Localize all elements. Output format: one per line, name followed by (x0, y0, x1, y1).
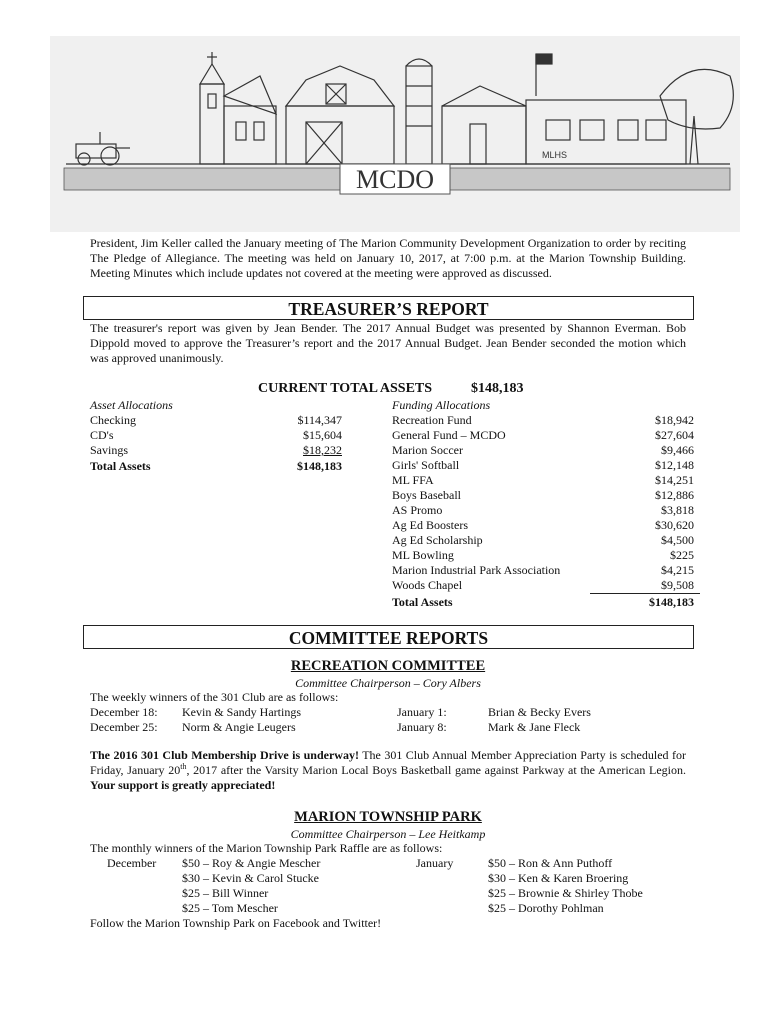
asset-name: Savings (90, 443, 129, 457)
tractor-icon (76, 132, 130, 165)
header-banner (50, 36, 740, 232)
funding-name: Ag Ed Scholarship (392, 533, 483, 547)
funding-name: Girls' Softball (392, 458, 460, 472)
funding-total-rule (590, 593, 700, 594)
raffle-month: December (107, 856, 157, 870)
asset-total-label: Total Assets (90, 459, 151, 473)
mcdo-logo: MCDO (355, 165, 435, 194)
funding-value: $4,500 (661, 533, 694, 547)
raffle-winner: $25 – Brownie & Shirley Thobe (488, 886, 643, 900)
drive-headline: The 2016 301 Club Membership Drive is underway! (90, 748, 359, 762)
recreation-intro: The weekly winners of the 301 Club are as follows: (90, 690, 339, 704)
winner-date: December 18: (90, 705, 158, 719)
park-title: MARION TOWNSHIP PARK (294, 809, 482, 825)
funding-value: $27,604 (655, 428, 694, 442)
raffle-winner: $25 – Dorothy Pohlman (488, 901, 604, 915)
raffle-month: January (416, 856, 454, 870)
funding-name: Marion Industrial Park Association (392, 563, 561, 577)
winner-date: January 8: (397, 720, 447, 734)
mlhs-sign: MLHS (542, 150, 568, 160)
asset-value: $114,347 (297, 413, 342, 427)
funding-name: AS Promo (392, 503, 443, 517)
asset-allocations-heading: Asset Allocations (90, 398, 173, 412)
funding-value: $9,466 (661, 443, 694, 457)
farm-illustration (50, 36, 740, 232)
funding-name: ML FFA (392, 473, 434, 487)
funding-name: Boys Baseball (392, 488, 461, 502)
membership-drive-paragraph (90, 748, 686, 793)
intro-paragraph: President, Jim Keller called the January meeting of The Marion Community Development Organization to order by reciting The Pledge of Allegiance. The meeting was held on January 10, 2017, at 7:00 p.m. at the Marion Township Building. Meeting Minutes which include updates not covered at the meeting were approved as discussed. (90, 236, 686, 280)
funding-name: Marion Soccer (392, 443, 463, 457)
funding-name: General Fund – MCDO (392, 428, 506, 442)
funding-total-label: Total Assets (392, 595, 453, 609)
tree-icon (660, 69, 733, 164)
park-intro: The monthly winners of the Marion Township Park Raffle are as follows: (90, 841, 443, 855)
funding-value: $225 (670, 548, 694, 562)
drive-text-cont: , 2017 after the Varsity Marion Local Boys Basketball game against Parkway at the American Legion. (186, 763, 686, 777)
drive-closing: Your support is greatly appreciated! (90, 778, 276, 792)
funding-name: ML Bowling (392, 548, 454, 562)
drive-text: The 301 Club Annual Member Appreciation Party is scheduled for Friday, January 20 (90, 748, 687, 777)
funding-name: Ag Ed Boosters (392, 518, 468, 532)
park-chairperson: Committee Chairperson – Lee Heitkamp (290, 827, 486, 841)
raffle-winner: $30 – Kevin & Carol Stucke (182, 871, 319, 885)
raffle-winner: $25 – Bill Winner (182, 886, 269, 900)
funding-name: Woods Chapel (392, 578, 463, 592)
winner-date: January 1: (397, 705, 447, 719)
silo-icon (406, 59, 432, 164)
winner-names: Mark & Jane Fleck (488, 720, 581, 734)
funding-value: $12,886 (655, 488, 694, 502)
committee-heading: COMMITTEE REPORTS (83, 625, 694, 649)
asset-value: $15,604 (303, 428, 342, 442)
funding-total-value: $148,183 (649, 595, 694, 609)
winner-names: Norm & Angie Leugers (182, 720, 296, 734)
park-follow-note: Follow the Marion Township Park on Facebook and Twitter! (90, 916, 382, 930)
total-assets-value: $148,183 (471, 381, 524, 396)
asset-value: $18,232 (303, 443, 342, 457)
barn-icon (286, 66, 394, 164)
asset-name: CD's (90, 428, 114, 442)
funding-value: $14,251 (655, 473, 694, 487)
funding-value: $9,508 (661, 578, 694, 592)
recreation-committee-title: RECREATION COMMITTEE (290, 658, 486, 674)
raffle-winner: $25 – Tom Mescher (182, 901, 278, 915)
funding-value: $4,215 (661, 563, 694, 577)
total-assets-label: CURRENT TOTAL ASSETS (258, 381, 433, 396)
recreation-chairperson: Committee Chairperson – Cory Albers (295, 676, 481, 690)
funding-allocations-heading: Funding Allocations (392, 398, 491, 412)
winner-names: Kevin & Sandy Hartings (182, 705, 301, 719)
treasurer-heading: TREASURER’S REPORT (83, 296, 694, 320)
winner-names: Brian & Becky Evers (488, 705, 591, 719)
church-icon (200, 52, 276, 164)
raffle-winner: $50 – Ron & Ann Puthoff (488, 856, 613, 870)
asset-name: Checking (90, 413, 136, 427)
raffle-winner: $50 – Roy & Angie Mescher (182, 856, 321, 870)
funding-value: $3,818 (661, 503, 694, 517)
funding-value: $18,942 (655, 413, 694, 427)
funding-value: $12,148 (655, 458, 694, 472)
raffle-winner: $30 – Ken & Karen Broering (488, 871, 629, 885)
winner-date: December 25: (90, 720, 158, 734)
funding-value: $30,620 (655, 518, 694, 532)
asset-total-value: $148,183 (297, 459, 342, 473)
funding-name: Recreation Fund (392, 413, 472, 427)
treasurer-paragraph: The treasurer's report was given by Jean Bender. The 2017 Annual Budget was presented by Shannon Everman. Bob Dippold moved to approve the Treasurer’s report and the 2017 Annual Budget. Jean Bender seconded the motion which was approved unanimously. (90, 321, 686, 365)
school-icon (442, 54, 686, 164)
drive-ordinal: th (180, 762, 187, 771)
